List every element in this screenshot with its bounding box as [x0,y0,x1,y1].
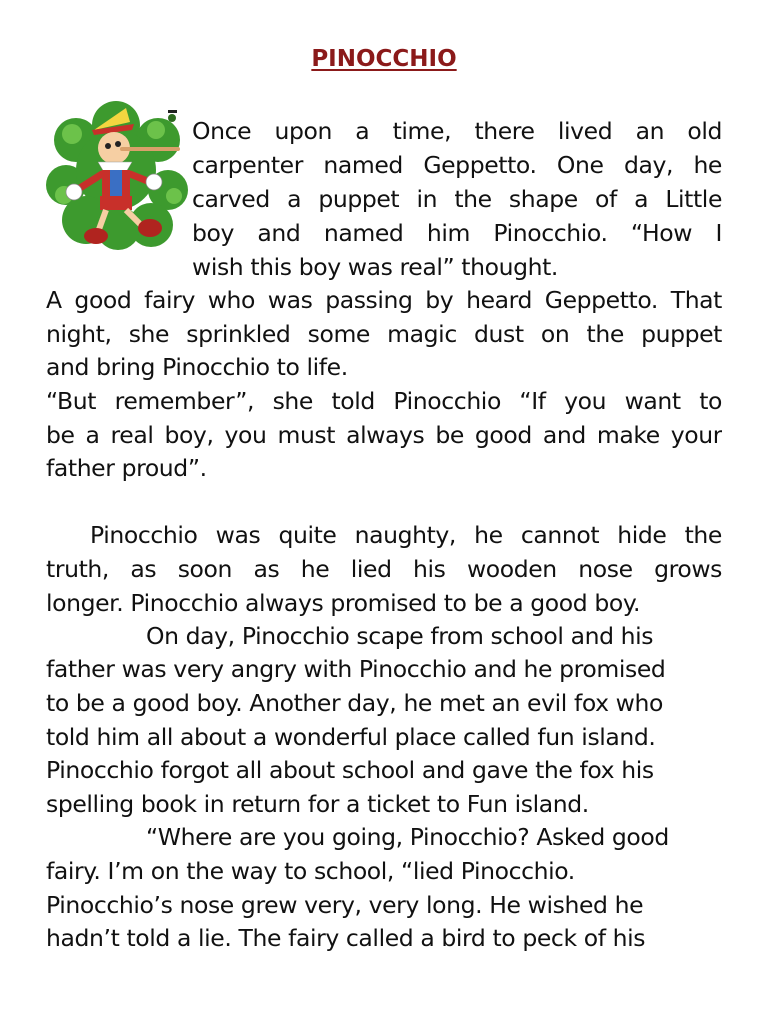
story-title: PINOCCHIO [311,46,457,72]
story-line: father was very angry with Pinocchio and he promised [46,655,666,683]
story-line: and bring Pinocchio to life. [46,353,348,381]
story-line: carpenter named Geppetto. One day, he [192,151,722,179]
story-line: A good fairy who was passing by heard Geppetto. That [46,286,722,314]
story-line: Once upon a time, there lived an old [192,117,722,145]
story-line: longer. Pinocchio always promised to be a good boy. [46,589,641,617]
story-line: “But remember”, she told Pinocchio “If you want to [46,387,722,415]
story-line: fairy. I’m on the way to school, “lied Pinocchio. [46,857,575,885]
story-line: “Where are you going, Pinocchio? Asked good [146,823,669,851]
pinocchio-illustration [46,100,188,250]
story-line: spelling book in return for a ticket to Fun island. [46,790,589,818]
story-line: Pinocchio forgot all about school and gave the fox his [46,756,654,784]
story-line: father proud”. [46,454,207,482]
story-line: Pinocchio’s nose grew very, very long. He wished he [46,891,644,919]
story-line: On day, Pinocchio scape from school and his [146,622,654,650]
story-line: wish this boy was real” thought. [192,253,558,281]
story-line: boy and named him Pinocchio. “How I [192,219,722,247]
story-line: told him all about a wonderful place called fun island. [46,723,656,751]
story-line: night, she sprinkled some magic dust on the puppet [46,320,722,348]
story-line: Pinocchio was quite naughty, he cannot hide the [90,521,722,549]
story-line: hadn’t told a lie. The fairy called a bird to peck of his [46,924,646,952]
story-line: carved a puppet in the shape of a Little [192,185,722,213]
story-line: to be a good boy. Another day, he met an evil fox who [46,689,663,717]
story-line: truth, as soon as he lied his wooden nose grows [46,555,722,583]
story-line: be a real boy, you must always be good and make your [46,421,722,449]
